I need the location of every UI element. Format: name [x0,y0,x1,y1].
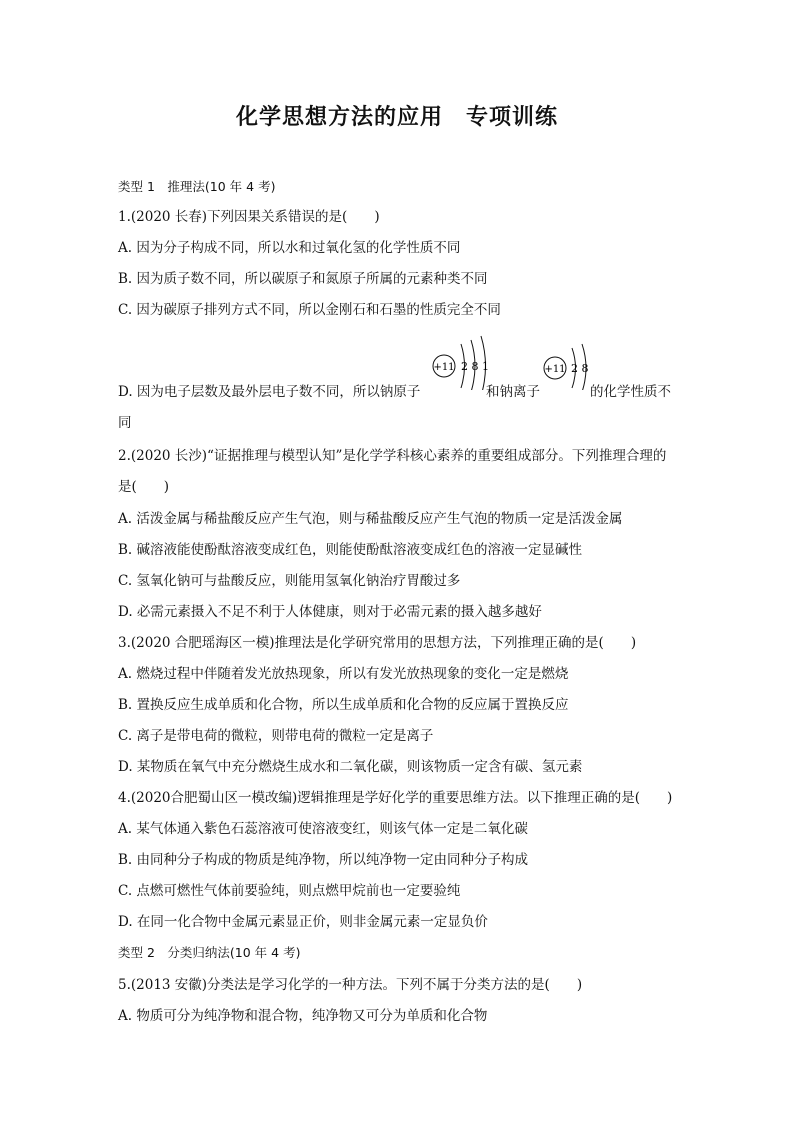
question-4-option-b: B. 由同种分子构成的物质是纯净物，所以纯净物一定由同种分子构成 [118,852,529,868]
sodium-atom-electrons: 2 8 1 [461,360,489,373]
question-1-option-a: A. 因为分子构成不同，所以水和过氧化氢的化学性质不同 [118,240,461,256]
question-2-option-c: C. 氢氧化钠可与盐酸反应，则能用氢氧化钠治疗胃酸过多 [118,573,461,589]
question-1-option-c: C. 因为碳原子排列方式不同，所以金刚石和石墨的性质完全不同 [118,302,501,318]
question-5-stem: 5.(2013 安徽)分类法是学习化学的一种方法。下列不属于分类方法的是( ) [118,977,583,993]
sodium-ion-electrons: 2 8 [571,362,589,375]
page-title: 化学思想方法的应用 专项训练 [235,105,558,130]
question-2-stem-line-2: 是( ) [118,479,170,495]
question-2-option-d: D. 必需元素摄入不足不利于人体健康，则对于必需元素的摄入越多越好 [118,604,542,620]
question-4-option-c: C. 点燃可燃性气体前要验纯，则点燃甲烷前也一定要验纯 [118,883,461,899]
sodium-atom-nucleus: +11 [433,362,455,373]
section-heading-2: 类型 2 分类归纳法(10 年 4 考) [118,945,301,960]
question-5-option-a: A. 物质可分为纯净物和混合物，纯净物又可分为单质和化合物 [118,1008,488,1024]
question-2-option-a: A. 活泼金属与稀盐酸反应产生气泡，则与稀盐酸反应产生气泡的物质一定是活泼金属 [118,511,623,527]
question-1-option-d-prefix: D. 因为电子层数及最外层电子数不同，所以钠原子 [118,384,421,400]
question-3-stem: 3.(2020 合肥瑶海区一模)推理法是化学研究常用的思想方法，下列推理正确的是( ) [118,635,637,651]
question-1-option-d-suffix: 的化学性质不 [590,384,671,400]
sodium-ion-diagram [541,340,597,390]
question-3-option-b: B. 置换反应生成单质和化合物，所以生成单质和化合物的反应属于置换反应 [118,697,569,713]
question-4-stem: 4.(2020合肥蜀山区一模改编)逻辑推理是学好化学的重要思维方法。以下推理正确的是( ) [118,790,673,806]
question-3-option-c: C. 离子是带电荷的微粒，则带电荷的微粒一定是离子 [118,728,434,744]
question-1-option-d-continued: 同 [118,415,132,431]
question-1-option-b: B. 因为质子数不同，所以碳原子和氮原子所属的元素种类不同 [118,271,488,287]
question-4-option-d: D. 在同一化合物中金属元素显正价，则非金属元素一定显负价 [118,914,488,930]
question-3-option-d: D. 某物质在氧气中充分燃烧生成水和二氧化碳，则该物质一定含有碳、氢元素 [118,759,583,775]
sodium-ion-nucleus: +11 [544,364,566,375]
question-3-option-a: A. 燃烧过程中伴随着发光放热现象，所以有发光放热现象的变化一定是燃烧 [118,666,569,682]
question-2-option-b: B. 碱溶液能使酚酞溶液变成红色，则能使酚酞溶液变成红色的溶液一定显碱性 [118,542,583,558]
question-1-option-d-middle: 和钠离子 [486,384,540,400]
section-heading-1: 类型 1 推理法(10 年 4 考) [118,179,276,194]
question-1-stem: 1.(2020 长春)下列因果关系错误的是( ) [118,209,380,225]
question-4-option-a: A. 某气体通入紫色石蕊溶液可使溶液变红，则该气体一定是二氧化碳 [118,821,528,837]
question-2-stem-line-1: 2.(2020 长沙)“证据推理与模型认知”是化学学科核心素养的重要组成部分。下列推理合理的 [118,448,667,464]
